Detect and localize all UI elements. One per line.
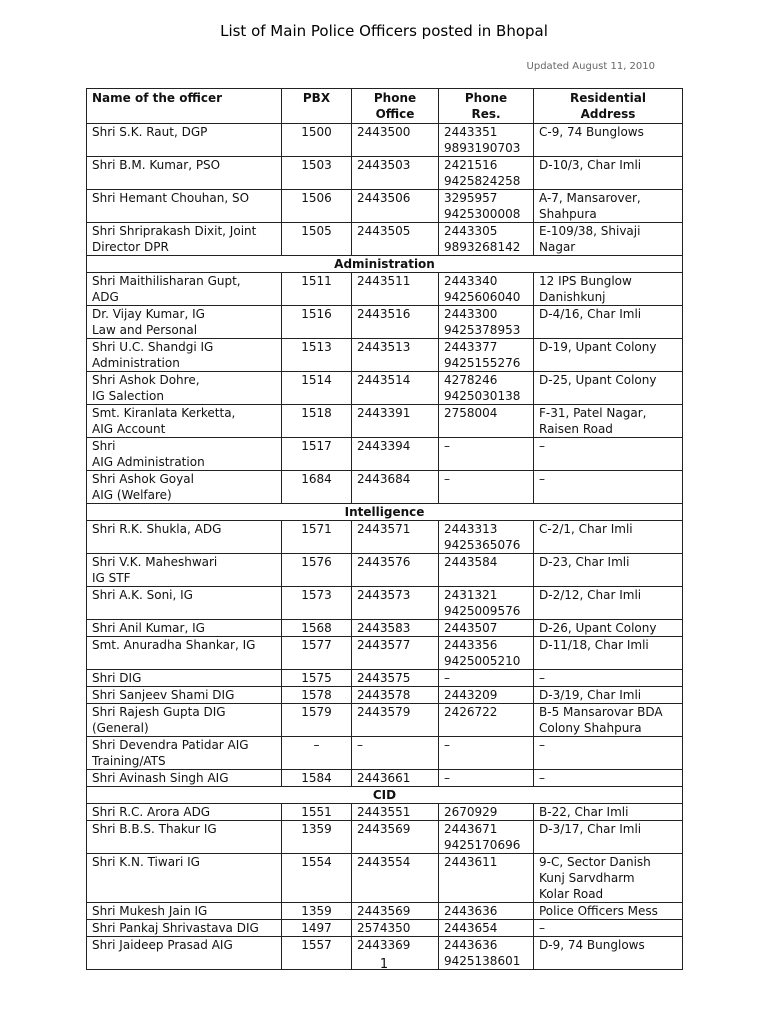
header-phone-res bbox=[439, 89, 534, 124]
table-row bbox=[87, 620, 683, 637]
address-cell-line: – bbox=[539, 771, 545, 785]
officer-name-cell bbox=[87, 273, 282, 306]
officer-name-cell bbox=[87, 471, 282, 504]
phone-res-cell bbox=[439, 804, 534, 821]
officer-name-cell-line: Shri Ashok Goyal bbox=[92, 472, 194, 486]
section-header-row bbox=[87, 787, 683, 804]
officer-name-cell bbox=[87, 190, 282, 223]
officer-name-cell-line: Shri Shriprakash Dixit, Joint bbox=[92, 224, 257, 238]
pbx-cell: 1497 bbox=[282, 920, 352, 937]
address-cell bbox=[534, 670, 683, 687]
phone-office-cell: 2443578 bbox=[352, 687, 439, 704]
address-cell-line: – bbox=[539, 439, 545, 453]
updated-date: Updated August 11, 2010 bbox=[526, 61, 655, 72]
address-cell-line: Kolar Road bbox=[539, 887, 604, 901]
officer-name-cell-line: Shri Maithilisharan Gupt, bbox=[92, 274, 241, 288]
address-cell-line: 12 IPS Bunglow bbox=[539, 274, 632, 288]
officer-name-cell bbox=[87, 306, 282, 339]
address-cell bbox=[534, 405, 683, 438]
pbx-cell: 1575 bbox=[282, 670, 352, 687]
phone-res-cell bbox=[439, 190, 534, 223]
address-cell-line: D-11/18, Char Imli bbox=[539, 638, 649, 652]
phone-res-cell-line: 2758004 bbox=[444, 406, 498, 420]
phone-res-cell-line: 2431321 bbox=[444, 588, 498, 602]
address-cell bbox=[534, 471, 683, 504]
officer-name-cell-line: Shri Hemant Chouhan, SO bbox=[92, 191, 250, 205]
phone-res-cell-line: – bbox=[444, 439, 450, 453]
phone-res-cell bbox=[439, 704, 534, 737]
pbx-cell: 1514 bbox=[282, 372, 352, 405]
table-header-row bbox=[87, 89, 683, 124]
phone-res-cell bbox=[439, 821, 534, 854]
officer-name-cell bbox=[87, 521, 282, 554]
pbx-cell: 1684 bbox=[282, 471, 352, 504]
phone-res-cell-line: 4278246 bbox=[444, 373, 498, 387]
address-cell bbox=[534, 821, 683, 854]
officer-name-cell bbox=[87, 670, 282, 687]
pbx-cell: 1584 bbox=[282, 770, 352, 787]
phone-office-cell: 2443554 bbox=[352, 854, 439, 903]
officer-name-cell-line: Administration bbox=[92, 356, 180, 370]
officer-name-cell-line: Shri B.B.S. Thakur IG bbox=[92, 822, 217, 836]
phone-office-cell: 2574350 bbox=[352, 920, 439, 937]
address-cell-line: 9-C, Sector Danish bbox=[539, 855, 651, 869]
officer-name-cell-line: IG Salection bbox=[92, 389, 164, 403]
phone-res-cell-line: 2443584 bbox=[444, 555, 498, 569]
pbx-cell: 1579 bbox=[282, 704, 352, 737]
phone-res-cell-line: 2670929 bbox=[444, 805, 498, 819]
phone-office-cell: 2443576 bbox=[352, 554, 439, 587]
phone-office-cell: 2443503 bbox=[352, 157, 439, 190]
phone-res-cell-line: 9893268142 bbox=[444, 240, 521, 254]
pbx-cell: 1500 bbox=[282, 124, 352, 157]
address-cell-line: D-23, Char Imli bbox=[539, 555, 630, 569]
officer-name-cell-line: AIG Account bbox=[92, 422, 166, 436]
phone-res-cell-line: 2443611 bbox=[444, 855, 498, 869]
phone-res-cell bbox=[439, 306, 534, 339]
phone-office-cell: 2443577 bbox=[352, 637, 439, 670]
phone-office-cell: 2443511 bbox=[352, 273, 439, 306]
address-cell-line: Police Officers Mess bbox=[539, 904, 658, 918]
officer-name-cell bbox=[87, 223, 282, 256]
phone-res-cell bbox=[439, 737, 534, 770]
address-cell-line: C-9, 74 Bunglows bbox=[539, 125, 644, 139]
table-row bbox=[87, 704, 683, 737]
officer-name-cell-line: Shri K.N. Tiwari IG bbox=[92, 855, 200, 869]
phone-res-cell bbox=[439, 770, 534, 787]
pbx-cell: 1554 bbox=[282, 854, 352, 903]
phone-office-cell: 2443506 bbox=[352, 190, 439, 223]
pbx-cell: 1557 bbox=[282, 937, 352, 970]
officer-name-cell bbox=[87, 637, 282, 670]
officer-name-cell bbox=[87, 405, 282, 438]
address-cell-line: – bbox=[539, 738, 545, 752]
address-cell-line: D-3/19, Char Imli bbox=[539, 688, 642, 702]
phone-office-cell: 2443569 bbox=[352, 821, 439, 854]
pbx-cell: 1576 bbox=[282, 554, 352, 587]
phone-res-cell-line: 2443351 bbox=[444, 125, 498, 139]
officer-name-cell-line: Training/ATS bbox=[92, 754, 166, 768]
phone-res-cell bbox=[439, 670, 534, 687]
officer-name-cell-line: Shri DIG bbox=[92, 671, 142, 685]
phone-res-cell-line: 2443636 bbox=[444, 938, 498, 952]
officer-name-cell bbox=[87, 339, 282, 372]
officer-name-cell bbox=[87, 920, 282, 937]
officer-name-cell-line: Shri U.C. Shandgi IG bbox=[92, 340, 214, 354]
address-cell-line: – bbox=[539, 671, 545, 685]
phone-office-cell: 2443583 bbox=[352, 620, 439, 637]
table-row bbox=[87, 339, 683, 372]
phone-res-cell bbox=[439, 587, 534, 620]
phone-res-cell-line: 2443654 bbox=[444, 921, 498, 935]
officer-name-cell-line: Shri Rajesh Gupta DIG bbox=[92, 705, 226, 719]
pbx-cell: 1506 bbox=[282, 190, 352, 223]
address-cell-line: – bbox=[539, 472, 545, 486]
officer-name-cell-line: Shri Sanjeev Shami DIG bbox=[92, 688, 235, 702]
phone-office-cell: 2443394 bbox=[352, 438, 439, 471]
phone-res-cell-line: – bbox=[444, 738, 450, 752]
phone-res-cell-line: 2421516 bbox=[444, 158, 498, 172]
table-row bbox=[87, 471, 683, 504]
officer-name-cell-line: Smt. Anuradha Shankar, IG bbox=[92, 638, 256, 652]
phone-res-cell-line: 2443671 bbox=[444, 822, 498, 836]
officer-name-cell bbox=[87, 372, 282, 405]
phone-res-cell-line: 2443340 bbox=[444, 274, 498, 288]
table-row bbox=[87, 587, 683, 620]
address-cell bbox=[534, 273, 683, 306]
header-phone-res-line: Phone bbox=[464, 91, 508, 105]
address-cell bbox=[534, 804, 683, 821]
officer-name-cell bbox=[87, 687, 282, 704]
header-pbx: PBX bbox=[282, 89, 352, 124]
header-address-line: Residential bbox=[570, 91, 646, 105]
phone-res-cell-line: 2443300 bbox=[444, 307, 498, 321]
phone-res-cell-line: 9425155276 bbox=[444, 356, 521, 370]
address-cell-line: D-9, 74 Bunglows bbox=[539, 938, 645, 952]
phone-res-cell-line: 9425365076 bbox=[444, 538, 521, 552]
page-number: 1 bbox=[379, 957, 389, 972]
address-cell bbox=[534, 157, 683, 190]
section-header-row bbox=[87, 256, 683, 273]
address-cell bbox=[534, 372, 683, 405]
phone-office-cell: 2443684 bbox=[352, 471, 439, 504]
phone-res-cell-line: 9425138601 bbox=[444, 954, 521, 968]
table-body bbox=[87, 124, 683, 970]
officer-name-cell bbox=[87, 821, 282, 854]
header-residential-address bbox=[534, 89, 683, 124]
phone-office-cell: 2443516 bbox=[352, 306, 439, 339]
officer-name-cell-line: AIG Administration bbox=[92, 455, 205, 469]
header-name: Name of the officer bbox=[87, 89, 282, 124]
address-cell bbox=[534, 770, 683, 787]
section-title: CID bbox=[87, 787, 683, 804]
phone-res-cell bbox=[439, 157, 534, 190]
phone-res-cell-line: – bbox=[444, 771, 450, 785]
officer-name-cell-line: Shri Pankaj Shrivastava DIG bbox=[92, 921, 259, 935]
phone-res-cell-line: 2443305 bbox=[444, 224, 498, 238]
phone-res-cell bbox=[439, 554, 534, 587]
address-cell-line: Shahpura bbox=[539, 207, 597, 221]
phone-res-cell bbox=[439, 471, 534, 504]
address-cell bbox=[534, 620, 683, 637]
pbx-cell: 1511 bbox=[282, 273, 352, 306]
table-row bbox=[87, 554, 683, 587]
document-title: List of Main Police Officers posted in Bhopal bbox=[220, 22, 548, 40]
phone-res-cell-line: 2443356 bbox=[444, 638, 498, 652]
phone-res-cell bbox=[439, 687, 534, 704]
phone-office-cell: 2443571 bbox=[352, 521, 439, 554]
table-row bbox=[87, 273, 683, 306]
phone-office-cell: 2443369 bbox=[352, 937, 439, 970]
phone-res-cell-line: 9893190703 bbox=[444, 141, 521, 155]
pbx-cell: 1359 bbox=[282, 903, 352, 920]
phone-res-cell-line: 9425030138 bbox=[444, 389, 521, 403]
phone-res-cell-line: 3295957 bbox=[444, 191, 498, 205]
phone-office-cell: 2443514 bbox=[352, 372, 439, 405]
address-cell-line: B-5 Mansarovar BDA bbox=[539, 705, 663, 719]
address-cell bbox=[534, 704, 683, 737]
table-row bbox=[87, 223, 683, 256]
address-cell bbox=[534, 306, 683, 339]
officer-name-cell bbox=[87, 554, 282, 587]
address-cell-line: D-4/16, Char Imli bbox=[539, 307, 642, 321]
table-row bbox=[87, 190, 683, 223]
phone-office-cell: 2443500 bbox=[352, 124, 439, 157]
address-cell-line: D-10/3, Char Imli bbox=[539, 158, 642, 172]
table-row bbox=[87, 405, 683, 438]
phone-res-cell bbox=[439, 637, 534, 670]
address-cell bbox=[534, 438, 683, 471]
address-cell-line: D-19, Upant Colony bbox=[539, 340, 657, 354]
officer-name-cell bbox=[87, 903, 282, 920]
phone-office-cell: 2443569 bbox=[352, 903, 439, 920]
table-row bbox=[87, 670, 683, 687]
address-cell bbox=[534, 687, 683, 704]
phone-res-cell-line: 2443636 bbox=[444, 904, 498, 918]
address-cell-line: Nagar bbox=[539, 240, 576, 254]
table-row bbox=[87, 372, 683, 405]
table-row bbox=[87, 770, 683, 787]
address-cell bbox=[534, 190, 683, 223]
officer-name-cell-line: Shri Mukesh Jain IG bbox=[92, 904, 208, 918]
officer-name-cell bbox=[87, 587, 282, 620]
phone-office-cell: 2443661 bbox=[352, 770, 439, 787]
officer-name-cell-line: Shri Jaideep Prasad AIG bbox=[92, 938, 233, 952]
pbx-cell: 1513 bbox=[282, 339, 352, 372]
address-cell bbox=[534, 637, 683, 670]
phone-res-cell bbox=[439, 438, 534, 471]
pbx-cell: 1573 bbox=[282, 587, 352, 620]
header-phone-office bbox=[352, 89, 439, 124]
pbx-cell: 1551 bbox=[282, 804, 352, 821]
address-cell-line: E-109/38, Shivaji bbox=[539, 224, 641, 238]
phone-res-cell-line: 9425300008 bbox=[444, 207, 521, 221]
address-cell bbox=[534, 124, 683, 157]
address-cell bbox=[534, 920, 683, 937]
phone-res-cell bbox=[439, 405, 534, 438]
phone-res-cell-line: 9425005210 bbox=[444, 654, 521, 668]
phone-res-cell bbox=[439, 854, 534, 903]
address-cell bbox=[534, 737, 683, 770]
address-cell-line: Kunj Sarvdharm bbox=[539, 871, 635, 885]
pbx-cell: 1503 bbox=[282, 157, 352, 190]
phone-office-cell: 2443513 bbox=[352, 339, 439, 372]
section-header-row bbox=[87, 504, 683, 521]
pbx-cell: 1571 bbox=[282, 521, 352, 554]
phone-res-cell bbox=[439, 521, 534, 554]
phone-office-cell: 2443575 bbox=[352, 670, 439, 687]
phone-office-cell: – bbox=[352, 737, 439, 770]
phone-res-cell-line: 9425606040 bbox=[444, 290, 521, 304]
officer-name-cell-line: Director DPR bbox=[92, 240, 169, 254]
officer-name-cell-line: Shri V.K. Maheshwari bbox=[92, 555, 218, 569]
address-cell-line: D-2/12, Char Imli bbox=[539, 588, 642, 602]
officer-name-cell-line: Shri A.K. Soni, IG bbox=[92, 588, 193, 602]
phone-res-cell-line: 2443377 bbox=[444, 340, 498, 354]
officer-name-cell bbox=[87, 804, 282, 821]
phone-res-cell-line: 2443209 bbox=[444, 688, 498, 702]
officer-name-cell-line: Shri Ashok Dohre, bbox=[92, 373, 200, 387]
phone-res-cell-line: 9425824258 bbox=[444, 174, 521, 188]
phone-office-cell: 2443579 bbox=[352, 704, 439, 737]
officer-name-cell bbox=[87, 770, 282, 787]
address-cell bbox=[534, 587, 683, 620]
table-row bbox=[87, 124, 683, 157]
address-cell-line: D-25, Upant Colony bbox=[539, 373, 657, 387]
address-cell-line: C-2/1, Char Imli bbox=[539, 522, 633, 536]
table-row bbox=[87, 854, 683, 903]
officer-name-cell bbox=[87, 157, 282, 190]
phone-office-cell: 2443573 bbox=[352, 587, 439, 620]
phone-res-cell-line: 9425378953 bbox=[444, 323, 521, 337]
phone-office-cell: 2443505 bbox=[352, 223, 439, 256]
phone-res-cell bbox=[439, 273, 534, 306]
address-cell-line: A-7, Mansarover, bbox=[539, 191, 641, 205]
officer-name-cell-line: Shri Devendra Patidar AIG bbox=[92, 738, 249, 752]
officer-name-cell-line: Shri Avinash Singh AIG bbox=[92, 771, 229, 785]
address-cell-line: D-3/17, Char Imli bbox=[539, 822, 642, 836]
header-phone-office-line: Phone bbox=[373, 91, 417, 105]
phone-res-cell bbox=[439, 620, 534, 637]
pbx-cell: 1516 bbox=[282, 306, 352, 339]
phone-res-cell-line: 2426722 bbox=[444, 705, 498, 719]
table-row bbox=[87, 157, 683, 190]
address-cell-line: Raisen Road bbox=[539, 422, 613, 436]
address-cell bbox=[534, 903, 683, 920]
phone-res-cell-line: – bbox=[444, 472, 450, 486]
header-address-line: Address bbox=[580, 107, 636, 121]
phone-res-cell-line: 2443313 bbox=[444, 522, 498, 536]
officer-name-cell-line: IG STF bbox=[92, 571, 131, 585]
pbx-cell: 1359 bbox=[282, 821, 352, 854]
phone-res-cell-line: 9425009576 bbox=[444, 604, 521, 618]
officer-name-cell-line: Shri R.C. Arora ADG bbox=[92, 805, 211, 819]
pbx-cell: 1517 bbox=[282, 438, 352, 471]
phone-res-cell bbox=[439, 920, 534, 937]
officer-name-cell-line: Shri R.K. Shukla, ADG bbox=[92, 522, 222, 536]
phone-res-cell bbox=[439, 223, 534, 256]
officer-name-cell-line: Smt. Kiranlata Kerketta, bbox=[92, 406, 236, 420]
officer-name-cell-line: Dr. Vijay Kumar, IG bbox=[92, 307, 205, 321]
officer-name-cell-line: AIG (Welfare) bbox=[92, 488, 172, 502]
pbx-cell: 1505 bbox=[282, 223, 352, 256]
officer-name-cell bbox=[87, 737, 282, 770]
phone-res-cell-line: – bbox=[444, 671, 450, 685]
phone-office-cell: 2443391 bbox=[352, 405, 439, 438]
section-title: Intelligence bbox=[87, 504, 683, 521]
header-phone-office-line: Office bbox=[375, 107, 415, 121]
phone-res-cell-line: 2443507 bbox=[444, 621, 498, 635]
officer-name-cell-line: Shri Anil Kumar, IG bbox=[92, 621, 205, 635]
officer-name-cell bbox=[87, 854, 282, 903]
table-row bbox=[87, 521, 683, 554]
pbx-cell: 1568 bbox=[282, 620, 352, 637]
officers-table bbox=[86, 88, 683, 970]
pbx-cell: – bbox=[282, 737, 352, 770]
phone-office-cell: 2443551 bbox=[352, 804, 439, 821]
table-row bbox=[87, 821, 683, 854]
address-cell-line: D-26, Upant Colony bbox=[539, 621, 657, 635]
table-row bbox=[87, 737, 683, 770]
officer-name-cell-line: Shri B.M. Kumar, PSO bbox=[92, 158, 221, 172]
address-cell bbox=[534, 223, 683, 256]
table-row bbox=[87, 637, 683, 670]
pbx-cell: 1577 bbox=[282, 637, 352, 670]
address-cell-line: Colony Shahpura bbox=[539, 721, 642, 735]
phone-res-cell bbox=[439, 339, 534, 372]
officer-name-cell-line: Shri S.K. Raut, DGP bbox=[92, 125, 208, 139]
officer-name-cell-line: Shri bbox=[92, 439, 116, 453]
address-cell bbox=[534, 521, 683, 554]
officer-name-cell bbox=[87, 620, 282, 637]
table-row bbox=[87, 903, 683, 920]
pbx-cell: 1578 bbox=[282, 687, 352, 704]
phone-res-cell bbox=[439, 903, 534, 920]
address-cell-line: – bbox=[539, 921, 545, 935]
pbx-cell: 1518 bbox=[282, 405, 352, 438]
address-cell bbox=[534, 554, 683, 587]
header-phone-res-line: Res. bbox=[471, 107, 501, 121]
address-cell-line: Danishkunj bbox=[539, 290, 606, 304]
table-row bbox=[87, 438, 683, 471]
section-title: Administration bbox=[87, 256, 683, 273]
officer-name-cell bbox=[87, 124, 282, 157]
address-cell bbox=[534, 339, 683, 372]
address-cell-line: F-31, Patel Nagar, bbox=[539, 406, 647, 420]
phone-res-cell bbox=[439, 124, 534, 157]
officer-name-cell-line: Law and Personal bbox=[92, 323, 198, 337]
table-row bbox=[87, 687, 683, 704]
phone-res-cell-line: 9425170696 bbox=[444, 838, 521, 852]
address-cell-line: B-22, Char Imli bbox=[539, 805, 629, 819]
table-row bbox=[87, 804, 683, 821]
table-row bbox=[87, 306, 683, 339]
address-cell bbox=[534, 854, 683, 903]
table-row bbox=[87, 920, 683, 937]
officer-name-cell bbox=[87, 438, 282, 471]
officer-name-cell-line: ADG bbox=[92, 290, 119, 304]
officer-name-cell-line: (General) bbox=[92, 721, 149, 735]
officer-name-cell bbox=[87, 704, 282, 737]
phone-res-cell bbox=[439, 372, 534, 405]
